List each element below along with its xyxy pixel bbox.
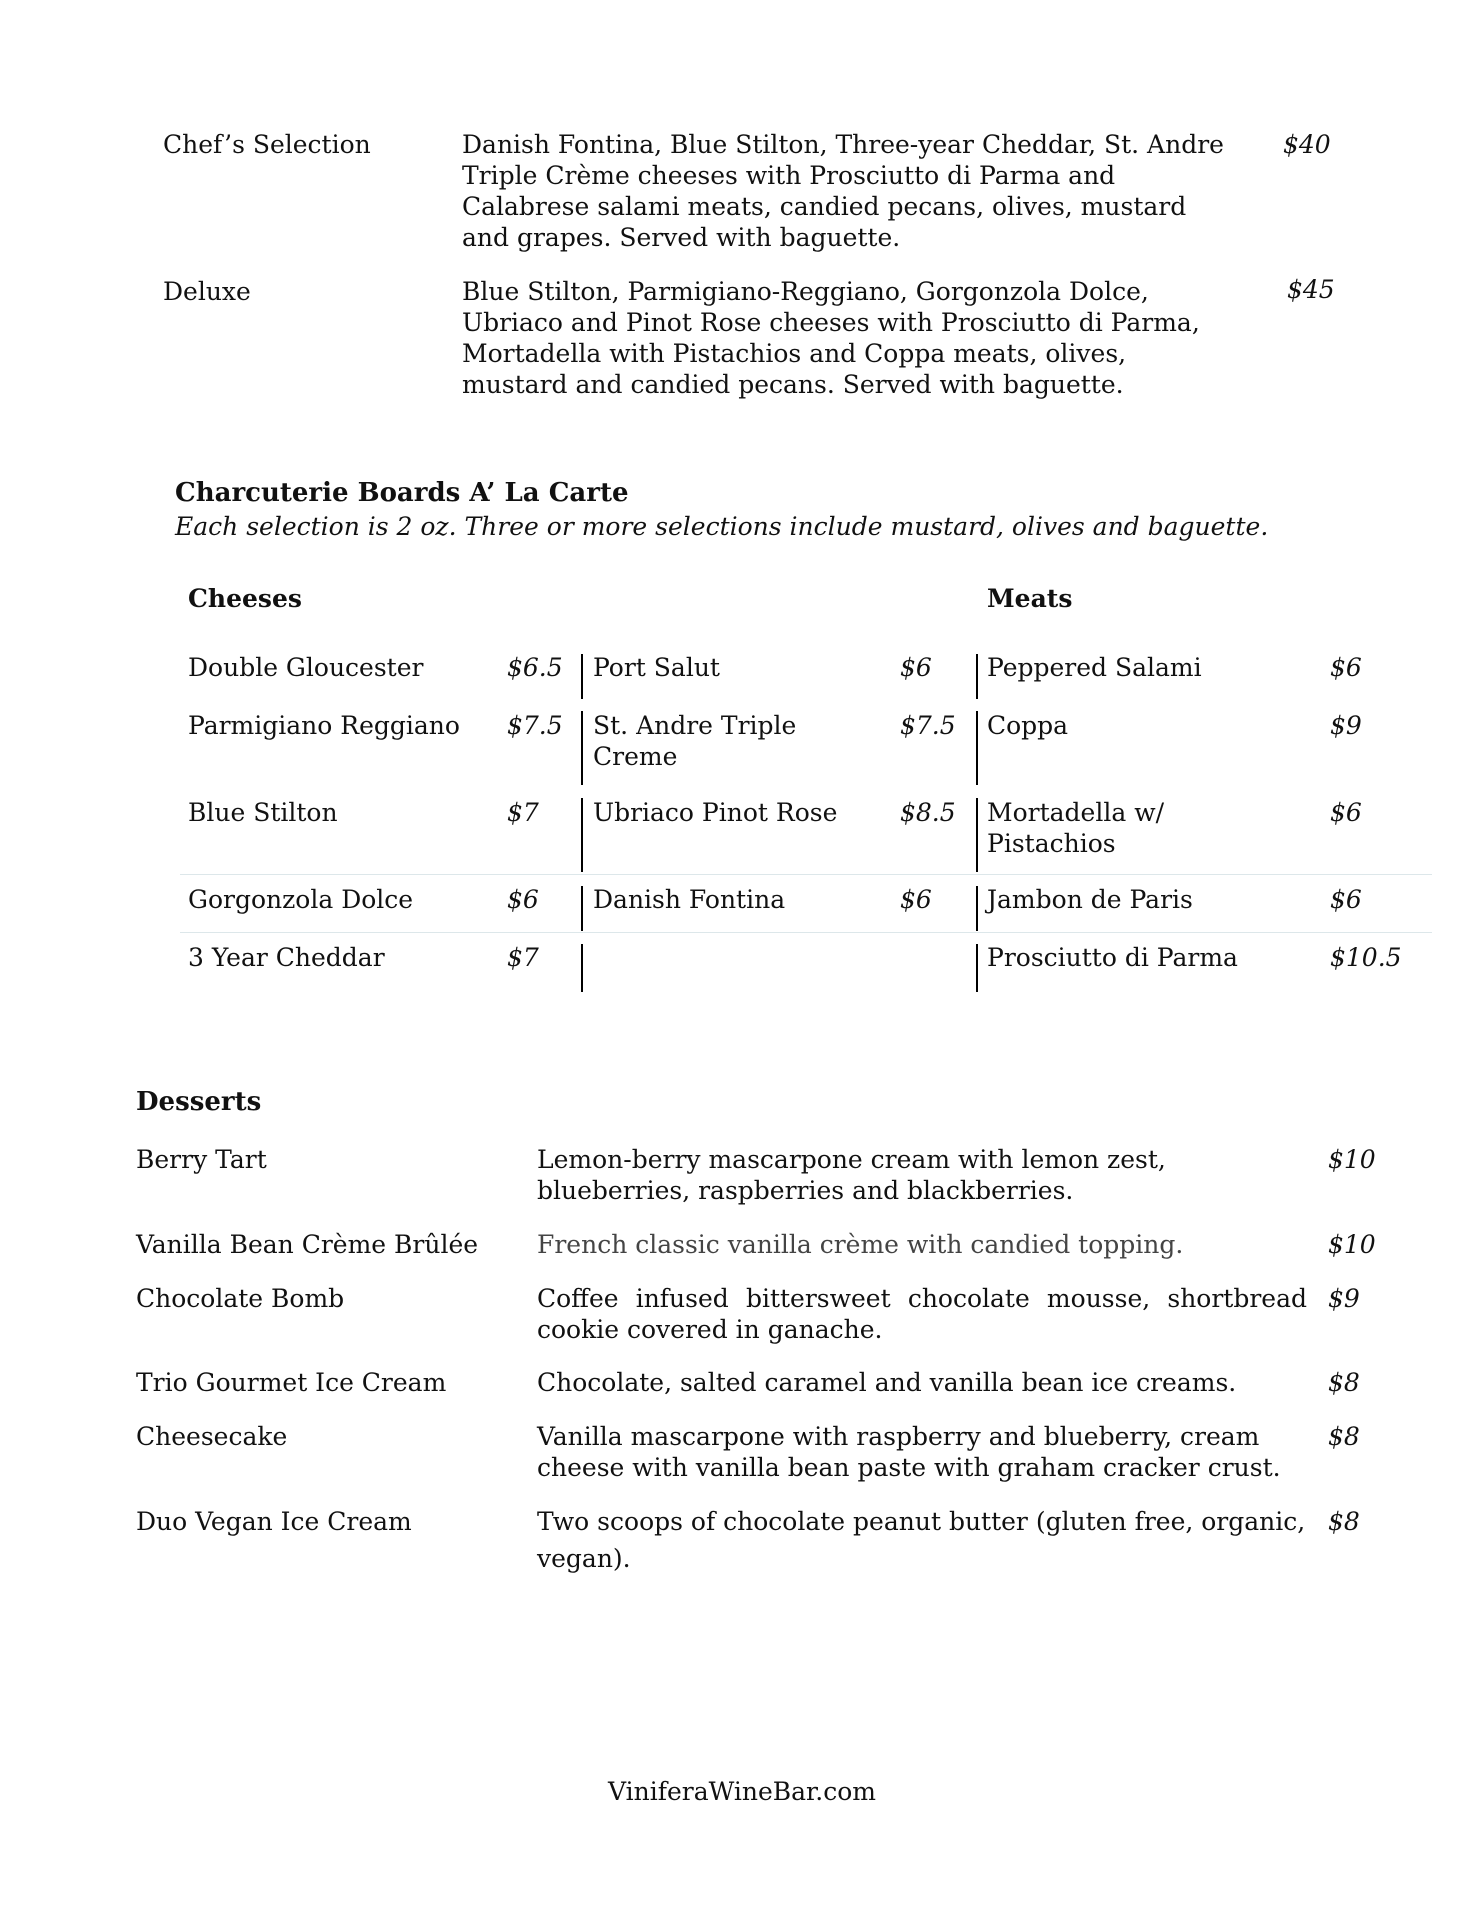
dessert-description: Vanilla mascarpone with raspberry and blueberry, cream cheese with vanilla bean paste with graham cracker crust. [537,1422,1281,1482]
column-divider [581,711,583,785]
dessert-price: $8 [1328,1422,1360,1451]
cheese-price: $6.5 [507,653,563,682]
board-name: Deluxe [163,277,251,306]
column-divider [976,944,978,992]
column-divider [581,654,583,699]
dessert-description: Lemon-berry mascarpone cream with lemon zest, blueberries, raspberries and blackberries. [537,1145,1166,1205]
cheese-name: Gorgonzola Dolce [188,885,414,914]
dessert-price: $10 [1328,1145,1376,1174]
meat-price: $9 [1330,711,1362,740]
dessert-description: Chocolate, salted caramel and vanilla bean ice creams. [537,1368,1237,1397]
cheese-name: 3 Year Cheddar [188,943,385,972]
cheese-price: $8.5 [900,798,956,827]
dessert-name: Vanilla Bean Crème Brûlée [136,1230,479,1259]
cheese-name: St. Andre Triple Creme [593,711,797,771]
cheeses-heading: Cheeses [188,584,302,613]
dessert-price: $8 [1328,1368,1360,1397]
meat-price: $6 [1330,653,1362,682]
row-divider [180,874,1432,875]
dessert-name: Cheesecake [136,1422,288,1451]
dessert-name: Duo Vegan Ice Cream [136,1507,412,1536]
column-divider [976,886,978,931]
dessert-name: Trio Gourmet Ice Cream [136,1368,447,1397]
board-price: $45 [1287,275,1335,304]
column-divider [581,944,583,992]
dessert-description: Coffee infused bittersweet chocolate mousse, shortbread cookie covered in ganache. [537,1284,1307,1344]
cheese-price: $6 [900,653,932,682]
dessert-price: $8 [1328,1507,1360,1536]
cheese-name: Danish Fontina [593,885,786,914]
column-divider [976,654,978,699]
meat-price: $6 [1330,885,1362,914]
dessert-price: $10 [1328,1230,1376,1259]
board-price: $40 [1283,130,1331,159]
desserts-heading: Desserts [136,1087,262,1117]
meat-name: Prosciutto di Parma [987,943,1238,972]
cheese-name: Port Salut [593,653,720,682]
cheese-price: $6 [507,885,539,914]
cheese-name: Blue Stilton [188,798,338,827]
column-divider [976,711,978,785]
column-divider [581,798,583,872]
dessert-description: Two scoops of chocolate peanut butter (gluten free, organic, vegan). [537,1507,1306,1573]
meat-name: Jambon de Paris [987,885,1193,914]
dessert-description: French classic vanilla crème with candied topping. [537,1230,1184,1259]
cheese-name: Ubriaco Pinot Rose [593,798,838,827]
board-description: Blue Stilton, Parmigiano-Reggiano, Gorgonzola Dolce, Ubriaco and Pinot Rose cheeses with Prosciutto di Parma, Mortadella with Pistachios and Coppa meats, olives, mustard and candied pecans. Served with baguette. [462,277,1200,399]
meat-name: Coppa [987,711,1069,740]
meats-heading: Meats [987,584,1073,613]
board-description: Danish Fontina, Blue Stilton, Three-year Cheddar, St. Andre Triple Crème cheeses with Prosciutto di Parma and Calabrese salami meats, candied pecans, olives, mustard and grapes. Served with baguette. [462,130,1224,252]
dessert-name: Berry Tart [136,1145,267,1174]
column-divider [976,798,978,872]
board-name: Chef’s Selection [163,130,371,159]
cheese-name: Parmigiano Reggiano [188,711,460,740]
cheese-price: $7 [507,798,539,827]
meat-price: $6 [1330,798,1362,827]
cheese-name: Double Gloucester [188,653,424,682]
cheese-price: $6 [900,885,932,914]
alacarte-subtitle: Each selection is 2 oz. Three or more selections include mustard, olives and baguette. [175,512,1269,541]
row-divider [180,932,1432,933]
dessert-name: Chocolate Bomb [136,1284,345,1313]
meat-price: $10.5 [1330,943,1402,972]
meat-name: Peppered Salami [987,653,1202,682]
cheese-price: $7 [507,943,539,972]
alacarte-title: Charcuterie Boards A’ La Carte [175,478,629,508]
meat-name: Mortadella w/ Pistachios [987,798,1165,858]
website-link[interactable]: ViniferaWineBar.com [608,1777,876,1806]
cheese-price: $7.5 [507,711,563,740]
column-divider [581,886,583,931]
cheese-price: $7.5 [900,711,956,740]
dessert-price: $9 [1328,1284,1360,1313]
